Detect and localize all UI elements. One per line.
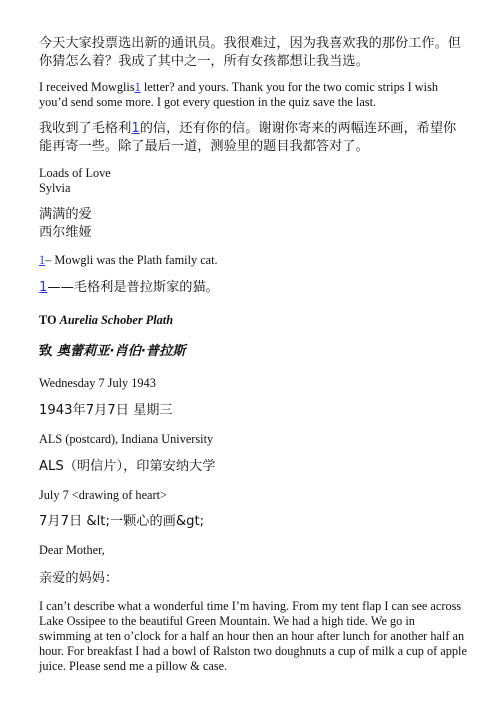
recipient-heading-zh [39, 343, 469, 361]
letter-body-en: I can’t describe what a wonderful time I’m having. From my tent flap I can see across Lake Ossipee to the beautiful Green Mountain. We had a high tide. We go in swimming at ten o’clock for a half an hour then an hour after lunch for another half an hour. For breakfast I had a bowl of Ralston two doughnuts a cup of milk a cup of apple juice. Please send me a pillow & case. [39, 599, 467, 673]
footnote-zh [39, 279, 469, 297]
footnote-en-text: – Mowgli was the Plath family cat. [45, 253, 218, 267]
recipient-prefix: TO [39, 313, 60, 327]
paragraph-en-2-start: I received Mowglis [39, 80, 135, 94]
signoff-en-line1: Loads of Love [39, 166, 111, 180]
signoff-en-line2: Sylvia [39, 181, 71, 195]
recipient-prefix-zh: 致 [39, 344, 57, 359]
paragraph-en-2-rest: letter? and yours. Thank you for the two comic strips I wish you’d send some more. I got every question in the quiz save the last. [39, 80, 439, 109]
letter-heading-en: July 7 <drawing of heart> [39, 488, 167, 502]
footnote-en [39, 253, 469, 268]
paragraph-en-2 [39, 80, 469, 110]
signoff-en [39, 166, 469, 196]
date-zh: 1943年7月7日 星期三 [39, 403, 173, 418]
recipient-name-zh: 奥蕾莉亚·肖伯·普拉斯 [56, 344, 186, 359]
footnote-backlink-zh[interactable]: 1 [39, 280, 48, 295]
source-zh: ALS（明信片），印第安纳大学 [39, 459, 216, 474]
paragraph-zh-2 [39, 120, 469, 156]
footnote-ref-link[interactable]: 1 [134, 80, 141, 94]
paragraph-zh-2-rest: 的信，还有你的信。谢谢你寄来的两幅连环画，希望你能再寄一些。除了最后一道，测验里的题目我都答对了。 [39, 121, 457, 154]
paragraph-zh-2-start: 我收到了毛格利 [39, 121, 132, 136]
footnote-ref-link-zh[interactable]: 1 [131, 121, 140, 136]
signoff-zh-line2: 西尔维娅 [39, 225, 92, 240]
footnote-zh-text: ——毛格利是普拉斯家的猫。 [47, 280, 219, 295]
recipient-heading-en [39, 313, 469, 328]
source-en: ALS (postcard), Indiana University [39, 432, 214, 446]
signoff-zh [39, 206, 469, 242]
salutation-en: Dear Mother, [39, 543, 105, 557]
letter-heading-zh: 7月7日 &lt;一颗心的画&gt; [39, 514, 205, 529]
date-en: Wednesday 7 July 1943 [39, 376, 156, 390]
salutation-zh: 亲爱的妈妈： [39, 571, 119, 586]
footnote-backlink[interactable]: 1 [39, 253, 46, 267]
recipient-name: Aurelia Schober Plath [59, 313, 174, 327]
signoff-zh-line1: 满满的爱 [39, 207, 92, 222]
paragraph-zh-1: 今天大家投票选出新的通讯员。我很难过，因为我喜欢我的那份工作。但你猜怎么着？我成了其中之一，所有女孩都想让我当选。 [39, 36, 461, 69]
